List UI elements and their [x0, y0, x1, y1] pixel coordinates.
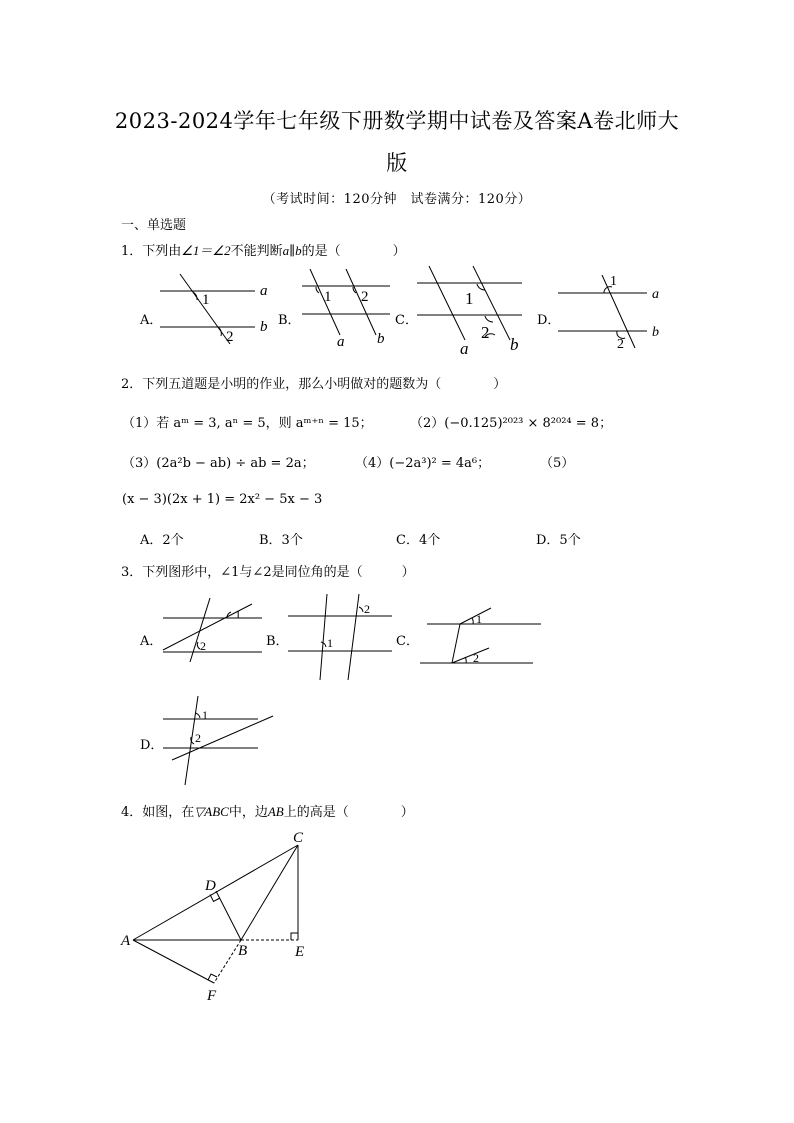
q4-post: 上的高是（ ）	[283, 805, 414, 820]
q3-figure-b	[284, 590, 399, 685]
q1b-angle1: 1	[324, 289, 332, 305]
q1-figure-a	[155, 268, 280, 348]
q1-a: a	[282, 243, 290, 258]
q2-item-5-expression: (x − 3)(2x + 1) = 2x² − 5x − 3	[122, 492, 323, 507]
question-3-stem: 3．下列图形中，∠1与∠2是同位角的是（ ）	[121, 565, 415, 580]
q3-option-a[interactable]: A．	[140, 634, 163, 649]
section-heading: 一、单选题	[121, 218, 187, 233]
q3c-angle1: 1	[476, 612, 482, 626]
question-1-stem	[121, 240, 406, 259]
q2-item-4: （4）(−2a³)² = 4a⁶；	[355, 456, 491, 471]
q4-triangle: ▽ABC	[194, 804, 229, 819]
q1a-angle1: 1	[202, 292, 210, 308]
q4-triangle-figure	[118, 830, 318, 1010]
q1a-line-b: b	[260, 319, 268, 335]
q1a-angle2: 2	[226, 329, 234, 345]
q3c-angle2: 2	[473, 651, 479, 665]
exam-info: （考试时间：120分钟 试卷满分：120分）	[262, 192, 532, 207]
q1a-line-a: a	[260, 283, 268, 299]
q2-option-c[interactable]: C．4个	[396, 533, 441, 548]
q1-figure-d	[555, 270, 670, 350]
q1-figure-c	[415, 262, 530, 357]
q3b-angle1: 1	[327, 636, 333, 650]
q4-pre: 4．如图，在	[121, 805, 195, 820]
q1-mid: 不能判断	[230, 244, 283, 259]
q4-mid: 中，边	[228, 805, 268, 820]
q1b-line-b: b	[377, 331, 385, 347]
q3a-angle1: 1	[235, 607, 241, 621]
q2-item-5: （5）	[540, 456, 575, 471]
q1-par: ∥	[289, 244, 296, 259]
q3-option-b[interactable]: B．	[266, 634, 289, 649]
q3-figure-c	[415, 600, 545, 670]
q1c-line-a: a	[460, 339, 469, 358]
q1d-line-a: a	[652, 287, 659, 302]
q4-side-ab: AB	[267, 804, 284, 819]
q4-point-e: E	[295, 944, 305, 960]
q2-option-d[interactable]: D．5个	[536, 533, 581, 548]
question-4-stem	[121, 801, 414, 820]
q4-point-f: F	[207, 988, 217, 1004]
q1d-line-b: b	[652, 325, 659, 340]
q3d-angle2: 2	[195, 731, 201, 745]
q1-b: b	[295, 243, 302, 258]
q2-item-3: （3）(2a²b − ab) ÷ ab = 2a；	[122, 456, 315, 471]
q3-option-c[interactable]: C．	[396, 634, 419, 649]
page-title: 2023-2024学年七年级下册数学期中试卷及答案A卷北师大	[114, 109, 680, 133]
q1-option-c[interactable]: C．	[395, 313, 418, 328]
q3a-angle2: 2	[200, 639, 206, 653]
q4-point-b: B	[238, 943, 248, 959]
q4-point-a: A	[121, 933, 131, 949]
question-2-stem: 2．下列五道题是小明的作业，那么小明做对的题数为（ ）	[121, 377, 507, 392]
q4-point-d: D	[205, 878, 216, 894]
q4-point-c: C	[293, 830, 304, 846]
q1c-angle2: 2	[481, 323, 490, 342]
page-title-line2: 版	[386, 151, 408, 175]
q1b-line-a: a	[337, 334, 345, 350]
q1-angle-expr: ∠1＝∠2	[181, 243, 231, 258]
q3-figure-a	[158, 594, 268, 664]
q1-figure-b	[298, 265, 398, 350]
q1-option-b[interactable]: B．	[278, 313, 301, 328]
q1-option-d[interactable]: D．	[537, 313, 561, 328]
q1b-angle2: 2	[361, 289, 369, 305]
q1-number: 1．下列由	[121, 244, 182, 259]
q2-item-1: （1）若 aᵐ = 3, aⁿ = 5，则 aᵐ⁺ⁿ = 15；	[122, 416, 373, 431]
q3-option-d[interactable]: D．	[140, 738, 164, 753]
q3-figure-d	[158, 692, 278, 792]
q1d-angle1: 1	[610, 274, 617, 289]
q1c-angle1: 1	[465, 289, 474, 308]
q1c-line-b: b	[510, 335, 519, 354]
q1d-angle2: 2	[617, 337, 624, 352]
q1-option-a[interactable]: A．	[140, 313, 163, 328]
q2-item-2: （2）(−0.125)²⁰²³ × 8²⁰²⁴ = 8；	[410, 416, 613, 431]
q3d-angle1: 1	[202, 708, 208, 722]
q2-option-b[interactable]: B．3个	[259, 533, 303, 548]
q2-option-a[interactable]: A．2个	[140, 533, 184, 548]
q3b-angle2: 2	[364, 602, 370, 616]
q1-tail: 的是（ ）	[301, 244, 406, 259]
